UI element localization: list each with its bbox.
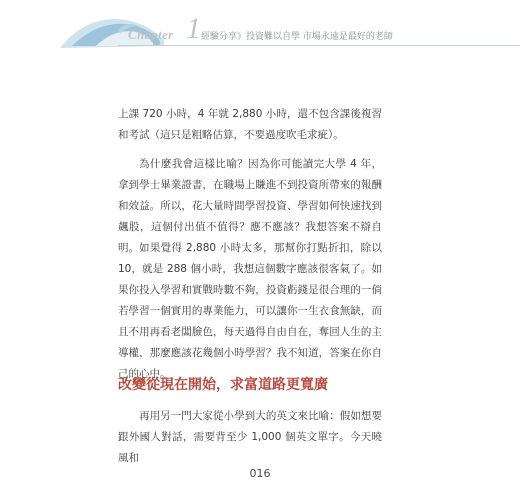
body-paragraph-1: 上課 720 小時，4 年就 2,880 小時，還不包含課後複習和考試（這只是粗略估算，不要過度吹毛求疵）。 <box>118 108 382 141</box>
chapter-number: 1 <box>186 12 201 45</box>
chapter-subtitle: 經驗分享》投資難以自學 市場永遠是最好的老師 <box>201 32 393 42</box>
section-heading: 改變從現在開始，求富道路更寬廣 <box>118 377 328 393</box>
body-paragraph-3: 如果覺得 2,880 小時太多，那幫你打點折扣，除以 10，就是 288 個小時，我想這個數字應該很客氣了。如果你投入學習和實戰時數不夠，投資虧錢是很合理的一倘若學習一個實用的專業能力，可以讓你一生衣食無缺，而且不用再看老闆臉色，每天過得自由自在，奪回人生的主導權，那麼應該花幾個小時學習？我不知道，答案在你自己的心中。 <box>118 242 382 380</box>
header-divider <box>118 45 520 46</box>
body-paragraph-4: 再用另一門大家從小學到大的英文來比喻：假如想要跟外國人對話，需要背至少 1,000 個英文單字。今天曉風和 <box>118 410 382 464</box>
page-number: 016 <box>249 467 271 480</box>
body-paragraph-2: 為什麼我會這樣比喻？因為你可能讀完大學 4 年，拿到學士畢業證書，在職場上賺進不到投資所帶來的報酬和效益。所以，花大量時間學習投資、學習如何快速找到飆股，這個付出值不值得？應不應該？我想答案不辯自明。 <box>118 158 382 254</box>
chapter-label: Chapter <box>128 27 174 42</box>
